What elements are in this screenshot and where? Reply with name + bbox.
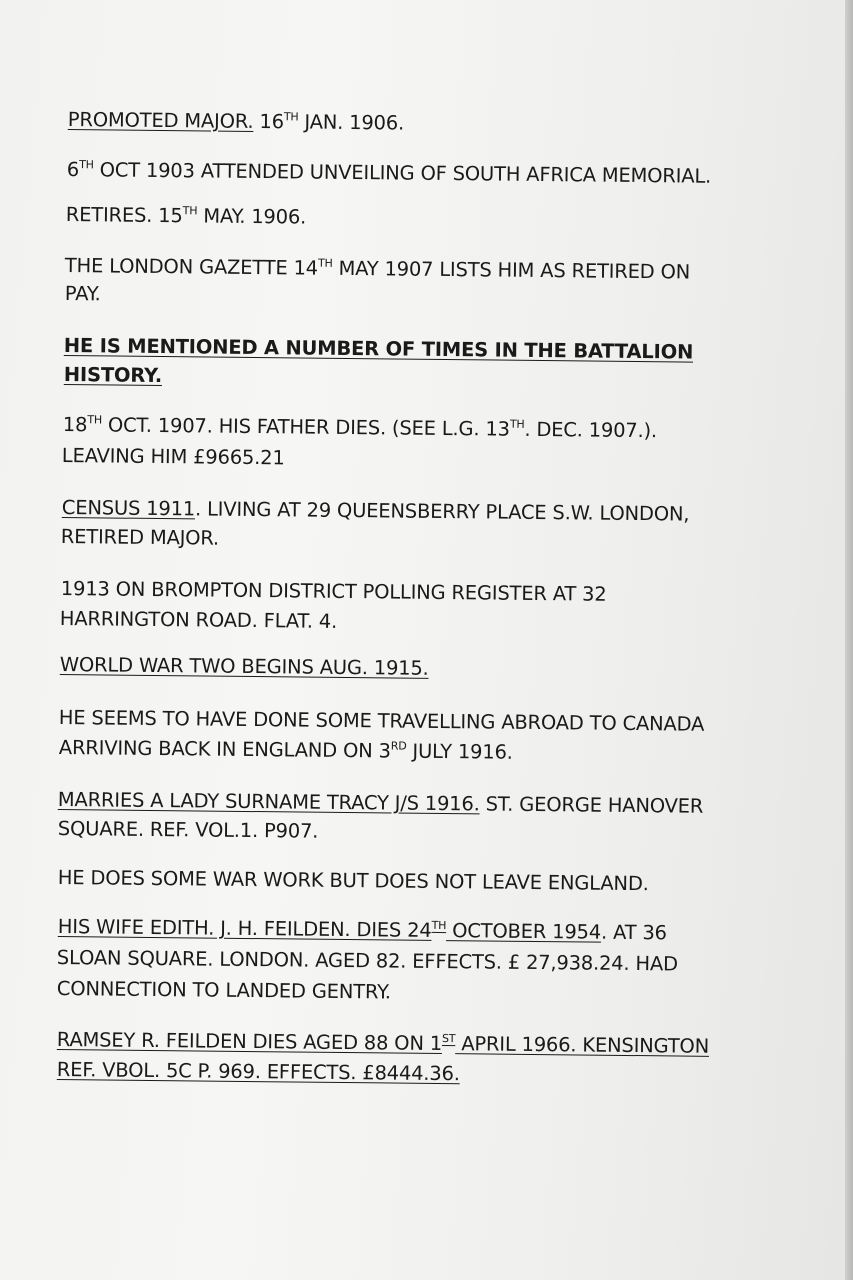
text-run: SQUARE. REF. VOL.1. P907.	[57, 817, 319, 843]
text-run: 6	[66, 158, 80, 182]
text-run: APRIL 1966. KENSINGTON	[455, 1032, 710, 1058]
text-line-wife-2	[57, 946, 678, 977]
text-run: HE IS MENTIONED A NUMBER OF TIMES IN THE BATTALION	[63, 334, 694, 364]
text-run: OCT 1903 ATTENDED UNVEILING OF SOUTH AFRICA MEMORIAL.	[93, 158, 712, 188]
text-run: ST. GEORGE HANOVER	[479, 792, 704, 818]
text-run: MARRIES A LADY SURNAME TRACY J/S 1916.	[57, 788, 480, 816]
superscript: TH	[283, 110, 299, 124]
text-run: HE DOES SOME WAR WORK BUT DOES NOT LEAVE ENGLAND.	[57, 866, 649, 896]
text-line-marries-2	[58, 817, 319, 844]
text-line-memorial	[67, 158, 711, 189]
text-line-census-1	[62, 496, 690, 527]
text-line-ramsey-2	[57, 1058, 460, 1086]
text-run: CENSUS 1911	[61, 496, 196, 521]
text-run: REF. VBOL. 5C P. 969. EFFECTS. £8444.36.	[56, 1058, 460, 1086]
text-run: HISTORY.	[63, 363, 163, 388]
text-line-marries-1	[58, 788, 704, 819]
text-run: . AT 36	[600, 920, 667, 945]
text-line-retires	[66, 203, 306, 230]
text-line-ramsey-1	[57, 1028, 709, 1059]
text-run: . DEC. 1907.).	[524, 417, 658, 443]
superscript: TH	[79, 158, 94, 172]
superscript: ST	[441, 1032, 456, 1046]
text-run: THE LONDON GAZETTE 14	[64, 254, 319, 280]
text-run: LEAVING HIM £9665.21	[61, 444, 285, 470]
text-line-travel-2	[59, 736, 513, 765]
text-run: MAY. 1906.	[197, 204, 307, 229]
text-line-census-2	[61, 525, 219, 551]
text-run: RETIRED MAJOR.	[60, 525, 220, 550]
text-line-father-1	[63, 413, 657, 443]
text-run: MAY 1907 LISTS HIM AS RETIRED ON	[332, 256, 691, 284]
text-line-polling-2	[60, 607, 337, 634]
text-line-mentioned-1	[64, 334, 694, 365]
text-line-travel-1	[59, 706, 705, 737]
text-line-gazette-1	[65, 254, 690, 285]
text-run: RETIRES. 15	[65, 203, 183, 228]
text-run: PROMOTED MAJOR.	[67, 108, 254, 133]
text-line-polling-1	[61, 577, 607, 607]
text-run: JULY 1916.	[406, 739, 513, 764]
text-run: RAMSEY R. FEILDEN DIES AGED 88 ON 1	[56, 1028, 443, 1056]
text-run: ARRIVING BACK IN ENGLAND ON 3	[58, 736, 391, 763]
superscript: TH	[317, 256, 333, 270]
superscript: TH	[182, 204, 198, 218]
text-run: 1913 ON BROMPTON DISTRICT POLLING REGISTER AT 32	[60, 577, 607, 606]
text-run: CONNECTION TO LANDED GENTRY.	[56, 977, 391, 1004]
text-run: OCT. 1907. HIS FATHER DIES. (SEE L.G. 13	[101, 413, 510, 441]
text-line-warwork	[58, 866, 649, 896]
page-edge-shadow	[845, 0, 853, 1280]
text-line-war	[60, 653, 429, 681]
superscript: TH	[509, 417, 525, 431]
text-run: JAN. 1906.	[298, 110, 405, 135]
text-line-wife-3	[57, 977, 391, 1004]
text-line-mentioned-2	[64, 363, 162, 388]
text-run: 16	[253, 109, 285, 134]
text-run: OCTOBER 1954	[446, 919, 602, 944]
text-line-gazette-2	[65, 282, 101, 306]
text-run: WORLD WAR TWO BEGINS AUG. 1915.	[59, 653, 429, 680]
superscript: RD	[390, 739, 407, 753]
text-run: HE SEEMS TO HAVE DONE SOME TRAVELLING ABROAD TO CANADA	[58, 706, 705, 736]
text-run: 18	[62, 413, 88, 437]
superscript: TH	[87, 413, 103, 427]
text-line-wife-1	[58, 915, 667, 945]
text-run: . LIVING AT 29 QUEENSBERRY PLACE S.W. LONDON,	[194, 497, 690, 526]
text-run: SLOAN SQUARE. LONDON. AGED 82. EFFECTS. £ 27,938.24. HAD	[56, 946, 678, 976]
text-run: HIS WIFE EDITH. J. H. FEILDEN. DIES 24	[57, 915, 432, 942]
superscript: TH	[431, 918, 447, 933]
text-line-promoted	[68, 108, 404, 136]
text-run: HARRINGTON ROAD. FLAT. 4.	[59, 607, 338, 633]
text-run: PAY.	[64, 282, 101, 306]
text-line-father-2	[62, 444, 285, 470]
